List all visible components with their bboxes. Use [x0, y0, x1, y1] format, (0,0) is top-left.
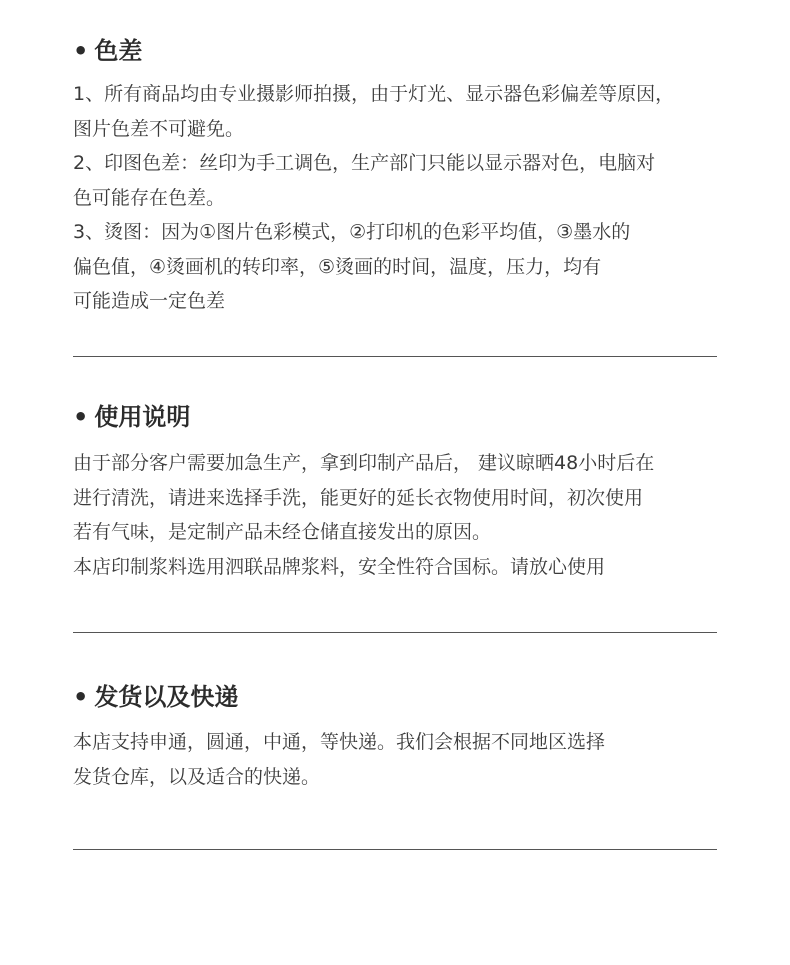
section-usage-instructions	[73, 402, 717, 584]
section-title: 发货以及快递	[94, 683, 239, 711]
body-line: 3、烫图：因为①图片色彩模式，②打印机的色彩平均值，③墨水的	[73, 221, 631, 243]
section-shipping	[73, 682, 717, 794]
section-body	[73, 446, 717, 584]
section-body	[73, 725, 717, 794]
body-line: 偏色值，④烫画机的转印率，⑤烫画的时间，温度，压力，均有	[73, 255, 602, 278]
body-line: 由于部分客户需要加急生产，拿到印制产品后， 建议晾晒48小时后在	[73, 452, 655, 474]
body-line: 发货仓库，以及适合的快递。	[73, 765, 321, 788]
section-divider	[73, 849, 717, 850]
section-divider	[73, 632, 717, 633]
section-heading	[73, 402, 717, 432]
section-body	[73, 77, 717, 319]
body-line: 色可能存在色差。	[73, 186, 226, 209]
bullet-icon: •	[73, 403, 89, 431]
bullet-icon: •	[73, 683, 89, 711]
section-heading	[73, 682, 717, 712]
bullet-icon: •	[73, 37, 89, 65]
section-divider	[73, 356, 717, 357]
body-line: 进行清洗，请进来选择手洗，能更好的延长衣物使用时间，初次使用	[73, 486, 644, 509]
section-heading	[73, 36, 717, 66]
section-color-difference	[73, 36, 717, 319]
body-line: 1、所有商品均由专业摄影师拍摄，由于灯光、显示器色彩偏差等原因，	[73, 83, 675, 105]
body-line: 图片色差不可避免。	[73, 117, 245, 140]
section-title: 色差	[94, 37, 143, 65]
body-line: 本店支持申通，圆通，中通，等快递。我们会根据不同地区选择	[73, 731, 606, 753]
body-line: 本店印制浆料选用泗联品牌浆料，安全性符合国标。请放心使用	[73, 555, 606, 578]
body-line: 若有气味，是定制产品未经仓储直接发出的原因。	[73, 521, 492, 543]
body-line: 可能造成一定色差	[73, 290, 226, 312]
section-title: 使用说明	[94, 403, 191, 431]
body-line: 2、印图色差：丝印为手工调色，生产部门只能以显示器对色，电脑对	[73, 152, 656, 174]
